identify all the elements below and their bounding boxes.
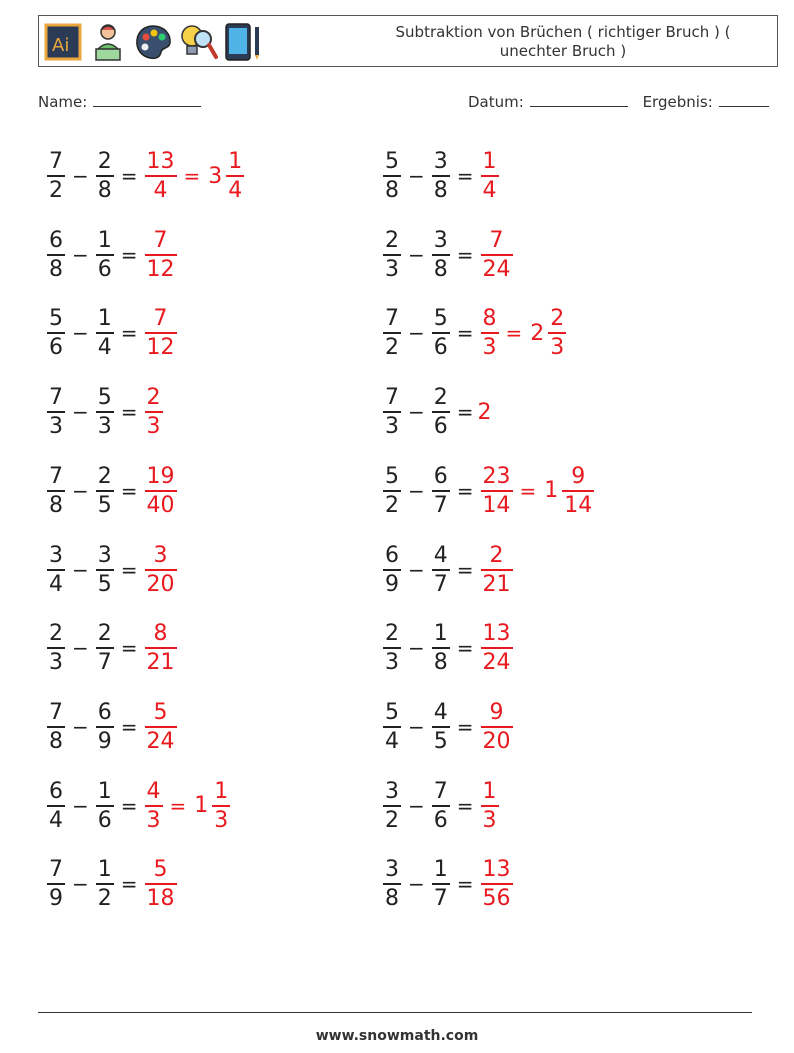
answer-fraction [481, 699, 513, 755]
minuend-fraction-denominator: 8 [49, 728, 63, 754]
mixed-number-fraction-numerator: 9 [571, 463, 586, 489]
problem-item [380, 538, 516, 602]
equals-sign: = [519, 478, 537, 503]
minuend-fraction [383, 148, 401, 204]
minus-sign: − [408, 557, 425, 582]
problem-item [44, 616, 180, 680]
minuend-fraction-denominator: 3 [385, 256, 399, 282]
answer-fraction-denominator: 3 [482, 335, 497, 361]
subtrahend-fraction [432, 148, 450, 204]
minus-sign: − [72, 872, 89, 897]
equals-sign: = [456, 636, 474, 661]
minus-sign: − [408, 164, 425, 188]
equals-sign: = [120, 557, 138, 582]
minuend-fraction [383, 305, 401, 361]
answer-fraction-numerator: 7 [489, 227, 504, 253]
minuend-fraction [383, 384, 401, 440]
subtrahend-fraction [96, 148, 114, 204]
subtrahend-fraction [432, 305, 450, 361]
minuend-fraction-numerator: 7 [385, 306, 399, 332]
subtrahend-fraction [432, 463, 450, 519]
problem-item [44, 852, 180, 916]
answer-whole-number: 2 [477, 399, 492, 425]
answer-fraction-numerator: 23 [482, 463, 511, 489]
answer-fraction-denominator: 56 [482, 886, 511, 912]
minuend-fraction [47, 227, 65, 283]
minuend-fraction-numerator: 7 [49, 149, 63, 174]
subtrahend-fraction-numerator: 2 [97, 149, 112, 174]
equals-sign: = [456, 400, 474, 425]
mixed-number-fraction-denominator: 14 [564, 492, 593, 518]
subtrahend-fraction-denominator: 8 [433, 178, 448, 203]
minuend-fraction-denominator: 2 [49, 178, 63, 203]
mixed-number-whole: 3 [208, 163, 223, 189]
mixed-number-fraction-numerator: 1 [228, 149, 243, 174]
answer-fraction-denominator: 14 [482, 492, 511, 518]
minuend-fraction-numerator: 7 [49, 699, 63, 725]
answer-fraction-numerator: 5 [153, 857, 168, 883]
problem-item [380, 616, 516, 680]
answer-fraction-denominator: 20 [482, 728, 511, 754]
minuend-fraction [383, 463, 401, 519]
minuend-fraction-denominator: 9 [49, 886, 63, 912]
minuend-fraction-numerator: 7 [49, 857, 63, 883]
subtrahend-fraction-numerator: 1 [97, 227, 112, 253]
problem-item [44, 695, 180, 759]
minuend-fraction [47, 305, 65, 361]
minuend-fraction-denominator: 8 [385, 886, 399, 912]
problem-item [380, 774, 502, 838]
subtrahend-fraction-numerator: 3 [97, 542, 112, 568]
mixed-number-fraction-numerator: 1 [214, 778, 229, 804]
subtrahend-fraction [432, 620, 450, 676]
minuend-fraction-numerator: 7 [49, 385, 63, 411]
subtrahend-fraction [432, 856, 450, 912]
subtrahend-fraction [96, 620, 114, 676]
answer-fraction-denominator: 40 [146, 492, 175, 518]
answer-fraction-numerator: 13 [482, 857, 511, 883]
minus-sign: − [408, 478, 425, 503]
subtrahend-fraction-denominator: 4 [97, 335, 112, 361]
subtrahend-fraction-denominator: 6 [97, 807, 112, 833]
minuend-fraction-denominator: 3 [385, 650, 399, 676]
minuend-fraction-numerator: 2 [49, 621, 63, 647]
svg-text:Ai: Ai [52, 35, 70, 56]
minuend-fraction [383, 856, 401, 912]
minuend-fraction-numerator: 3 [385, 857, 399, 883]
subtrahend-fraction-numerator: 1 [97, 306, 112, 332]
subtrahend-fraction-numerator: 5 [433, 306, 448, 332]
answer-fraction-numerator: 4 [146, 778, 161, 804]
minuend-fraction-numerator: 5 [385, 149, 399, 174]
mixed-number-fraction [212, 778, 230, 834]
answer-fraction-numerator: 13 [146, 149, 175, 174]
subtrahend-fraction-numerator: 4 [433, 542, 448, 568]
minuend-fraction-numerator: 5 [385, 699, 399, 725]
minus-sign: − [72, 164, 89, 188]
minuend-fraction-denominator: 3 [49, 414, 63, 440]
minuend-fraction-numerator: 5 [49, 306, 63, 332]
minuend-fraction-numerator: 7 [385, 385, 399, 411]
answer-fraction-numerator: 9 [489, 699, 504, 725]
subtrahend-fraction-denominator: 7 [433, 886, 448, 912]
footer-divider [38, 1012, 752, 1013]
answer-fraction [145, 699, 177, 755]
subtrahend-fraction-denominator: 3 [97, 414, 112, 440]
minuend-fraction [47, 778, 65, 834]
answer-fraction [145, 384, 163, 440]
answer-fraction-numerator: 13 [482, 621, 511, 647]
answer-fraction-numerator: 2 [489, 542, 504, 568]
answer-fraction-denominator: 18 [146, 886, 175, 912]
result-label: Ergebnis: [642, 93, 713, 111]
minus-sign: − [72, 714, 89, 739]
answer-fraction-denominator: 4 [153, 178, 168, 203]
subtrahend-fraction [96, 384, 114, 440]
subtrahend-fraction [432, 227, 450, 283]
problem-item [380, 301, 569, 365]
minuend-fraction [47, 148, 65, 204]
subtrahend-fraction-numerator: 6 [433, 463, 448, 489]
subtrahend-fraction [96, 778, 114, 834]
subtrahend-fraction-denominator: 2 [97, 886, 112, 912]
equals-sign: = [120, 164, 138, 188]
answer-fraction-denominator: 24 [146, 728, 175, 754]
problem-item [44, 774, 233, 838]
mixed-number-fraction [226, 148, 244, 204]
subtrahend-fraction [432, 778, 450, 834]
answer-fraction-denominator: 3 [146, 807, 161, 833]
problem-item [380, 695, 516, 759]
minuend-fraction [47, 384, 65, 440]
name-label: Name: [38, 93, 88, 111]
answer-fraction [145, 542, 177, 598]
answer-fraction-numerator: 5 [153, 699, 168, 725]
problem-item [380, 459, 597, 523]
answer-fraction-numerator: 7 [153, 306, 168, 332]
problem-item [44, 380, 166, 444]
subtrahend-fraction-numerator: 3 [433, 227, 448, 253]
minuend-fraction-numerator: 6 [385, 542, 399, 568]
subtrahend-fraction-numerator: 2 [97, 621, 112, 647]
answer-fraction-denominator: 21 [482, 571, 511, 597]
worksheet-title: Subtraktion von Brüchen ( richtiger Bruch ) ( unechter Bruch ) [395, 23, 731, 60]
mixed-number-whole: 2 [530, 320, 545, 346]
answer-fraction [481, 148, 499, 204]
minuend-fraction-denominator: 4 [385, 728, 399, 754]
minuend-fraction-denominator: 4 [49, 807, 63, 833]
equals-sign: = [120, 793, 138, 818]
minuend-fraction [383, 778, 401, 834]
answer-fraction-denominator: 12 [146, 335, 175, 361]
minuend-fraction-denominator: 8 [49, 256, 63, 282]
answer-fraction-denominator: 3 [146, 414, 161, 440]
answer-fraction [145, 148, 177, 204]
minuend-fraction [383, 227, 401, 283]
minuend-fraction-numerator: 5 [385, 463, 399, 489]
subtrahend-fraction-numerator: 1 [97, 857, 112, 883]
answer-fraction-denominator: 20 [146, 571, 175, 597]
answer-fraction-denominator: 21 [146, 650, 175, 676]
minuend-fraction [47, 620, 65, 676]
equals-sign: = [456, 872, 474, 897]
subtrahend-fraction-denominator: 5 [97, 492, 112, 518]
subtrahend-fraction-denominator: 8 [433, 650, 448, 676]
minus-sign: − [72, 636, 89, 661]
subtrahend-fraction-numerator: 3 [433, 149, 448, 174]
problem-item [44, 301, 180, 365]
answer-fraction [481, 856, 513, 912]
minus-sign: − [408, 793, 425, 818]
mixed-number-fraction [548, 305, 566, 361]
equals-sign: = [120, 872, 138, 897]
minus-sign: − [72, 242, 89, 267]
answer-fraction [145, 305, 177, 361]
equals-sign: = [120, 400, 138, 425]
minuend-fraction [383, 699, 401, 755]
minuend-fraction-numerator: 6 [49, 778, 63, 804]
minuend-fraction [47, 856, 65, 912]
minus-sign: − [72, 557, 89, 582]
answer-fraction [481, 305, 499, 361]
subtrahend-fraction-numerator: 7 [433, 778, 448, 804]
minuend-fraction-numerator: 7 [49, 463, 63, 489]
subtrahend-fraction [432, 542, 450, 598]
minus-sign: − [72, 793, 89, 818]
minuend-fraction-denominator: 2 [385, 492, 399, 518]
equals-sign: = [456, 714, 474, 739]
problem-item [44, 459, 180, 523]
minus-sign: − [408, 872, 425, 897]
subtrahend-fraction [96, 305, 114, 361]
minus-sign: − [72, 400, 89, 425]
equals-sign: = [183, 164, 201, 188]
mixed-number-whole: 1 [544, 478, 559, 504]
equals-sign: = [120, 478, 138, 503]
problem-item [380, 144, 502, 208]
problem-item [44, 538, 180, 602]
minuend-fraction-numerator: 3 [385, 778, 399, 804]
minuend-fraction-numerator: 3 [49, 542, 63, 568]
answer-fraction-denominator: 3 [482, 807, 497, 833]
subtrahend-fraction [96, 699, 114, 755]
footer-url: www.snowmath.com [315, 1028, 479, 1044]
minus-sign: − [408, 400, 425, 425]
minuend-fraction [383, 542, 401, 598]
subtrahend-fraction-numerator: 4 [433, 699, 448, 725]
subtrahend-fraction-denominator: 8 [97, 178, 112, 203]
equals-sign: = [120, 321, 138, 346]
mixed-number-fraction [562, 463, 594, 519]
subtrahend-fraction-denominator: 7 [97, 650, 112, 676]
minuend-fraction-numerator: 6 [49, 227, 63, 253]
answer-fraction [481, 620, 513, 676]
minuend-fraction [383, 620, 401, 676]
minuend-fraction-denominator: 8 [385, 178, 399, 203]
subtrahend-fraction-denominator: 8 [433, 256, 448, 282]
answer-fraction-numerator: 8 [153, 621, 168, 647]
answer-fraction [481, 778, 499, 834]
answer-fraction-denominator: 4 [482, 178, 497, 203]
answer-fraction-denominator: 12 [146, 256, 175, 282]
minus-sign: − [408, 242, 425, 267]
equals-sign: = [120, 714, 138, 739]
subtrahend-fraction-numerator: 2 [433, 385, 448, 411]
subtrahend-fraction-denominator: 6 [433, 335, 448, 361]
subtrahend-fraction-numerator: 1 [433, 621, 448, 647]
answer-fraction-numerator: 1 [482, 149, 497, 174]
minuend-fraction [47, 463, 65, 519]
subtrahend-fraction-denominator: 7 [433, 571, 448, 597]
equals-sign: = [456, 242, 474, 267]
mixed-number-fraction-denominator: 3 [550, 335, 565, 361]
mixed-number-fraction-numerator: 2 [550, 306, 565, 332]
answer-fraction [481, 542, 513, 598]
equals-sign: = [169, 793, 187, 818]
minuend-fraction-denominator: 3 [385, 414, 399, 440]
minuend-fraction-denominator: 3 [49, 650, 63, 676]
subtrahend-fraction-denominator: 5 [433, 728, 448, 754]
minuend-fraction-denominator: 9 [385, 571, 399, 597]
minus-sign: − [72, 321, 89, 346]
problem-item [380, 223, 516, 287]
answer-fraction [481, 463, 513, 519]
minuend-fraction-denominator: 6 [49, 335, 63, 361]
answer-fraction-numerator: 3 [153, 542, 168, 568]
answer-fraction [145, 620, 177, 676]
minuend-fraction [47, 699, 65, 755]
answer-fraction [145, 778, 163, 834]
subtrahend-fraction [432, 384, 450, 440]
subtrahend-fraction-denominator: 6 [433, 414, 448, 440]
subtrahend-fraction [96, 227, 114, 283]
minuend-fraction-numerator: 2 [385, 621, 399, 647]
subtrahend-fraction-denominator: 7 [433, 492, 448, 518]
equals-sign: = [456, 793, 474, 818]
answer-fraction-numerator: 8 [482, 306, 497, 332]
equals-sign: = [456, 321, 474, 346]
equals-sign: = [456, 557, 474, 582]
minuend-fraction [47, 542, 65, 598]
equals-sign: = [505, 321, 523, 346]
minuend-fraction-denominator: 8 [49, 492, 63, 518]
answer-fraction-numerator: 1 [482, 778, 497, 804]
subtrahend-fraction-denominator: 5 [97, 571, 112, 597]
subtrahend-fraction-numerator: 1 [97, 778, 112, 804]
answer-fraction [145, 463, 177, 519]
equals-sign: = [120, 636, 138, 661]
subtrahend-fraction-numerator: 5 [97, 385, 112, 411]
subtrahend-fraction-numerator: 6 [97, 699, 112, 725]
equals-sign: = [456, 164, 474, 188]
subtrahend-fraction [96, 856, 114, 912]
problem-item [380, 852, 516, 916]
minus-sign: − [408, 321, 425, 346]
answer-fraction-numerator: 7 [153, 227, 168, 253]
answer-fraction [145, 227, 177, 283]
mixed-number-fraction-denominator: 3 [214, 807, 229, 833]
minus-sign: − [408, 636, 425, 661]
subtrahend-fraction-denominator: 9 [97, 728, 112, 754]
subtrahend-fraction [96, 463, 114, 519]
answer-fraction [145, 856, 177, 912]
answer-fraction-numerator: 19 [146, 463, 175, 489]
subtrahend-fraction [96, 542, 114, 598]
mixed-number-fraction-denominator: 4 [228, 178, 243, 203]
answer-fraction-numerator: 2 [146, 385, 161, 411]
answer-fraction-denominator: 24 [482, 650, 511, 676]
equals-sign: = [120, 242, 138, 267]
answer-fraction-denominator: 24 [482, 256, 511, 282]
subtrahend-fraction-denominator: 6 [97, 256, 112, 282]
problem-item [44, 223, 180, 287]
equals-sign: = [456, 478, 474, 503]
minus-sign: − [72, 478, 89, 503]
minuend-fraction-denominator: 2 [385, 335, 399, 361]
subtrahend-fraction [432, 699, 450, 755]
subtrahend-fraction-denominator: 6 [433, 807, 448, 833]
subtrahend-fraction-numerator: 2 [97, 463, 112, 489]
subtrahend-fraction-numerator: 1 [433, 857, 448, 883]
date-label: Datum: [468, 93, 524, 111]
minus-sign: − [408, 714, 425, 739]
answer-fraction [481, 227, 513, 283]
mixed-number-whole: 1 [194, 793, 209, 819]
minuend-fraction-numerator: 2 [385, 227, 399, 253]
minuend-fraction-denominator: 2 [385, 807, 399, 833]
minuend-fraction-denominator: 4 [49, 571, 63, 597]
problem-item [44, 144, 247, 208]
problem-item [380, 380, 492, 444]
